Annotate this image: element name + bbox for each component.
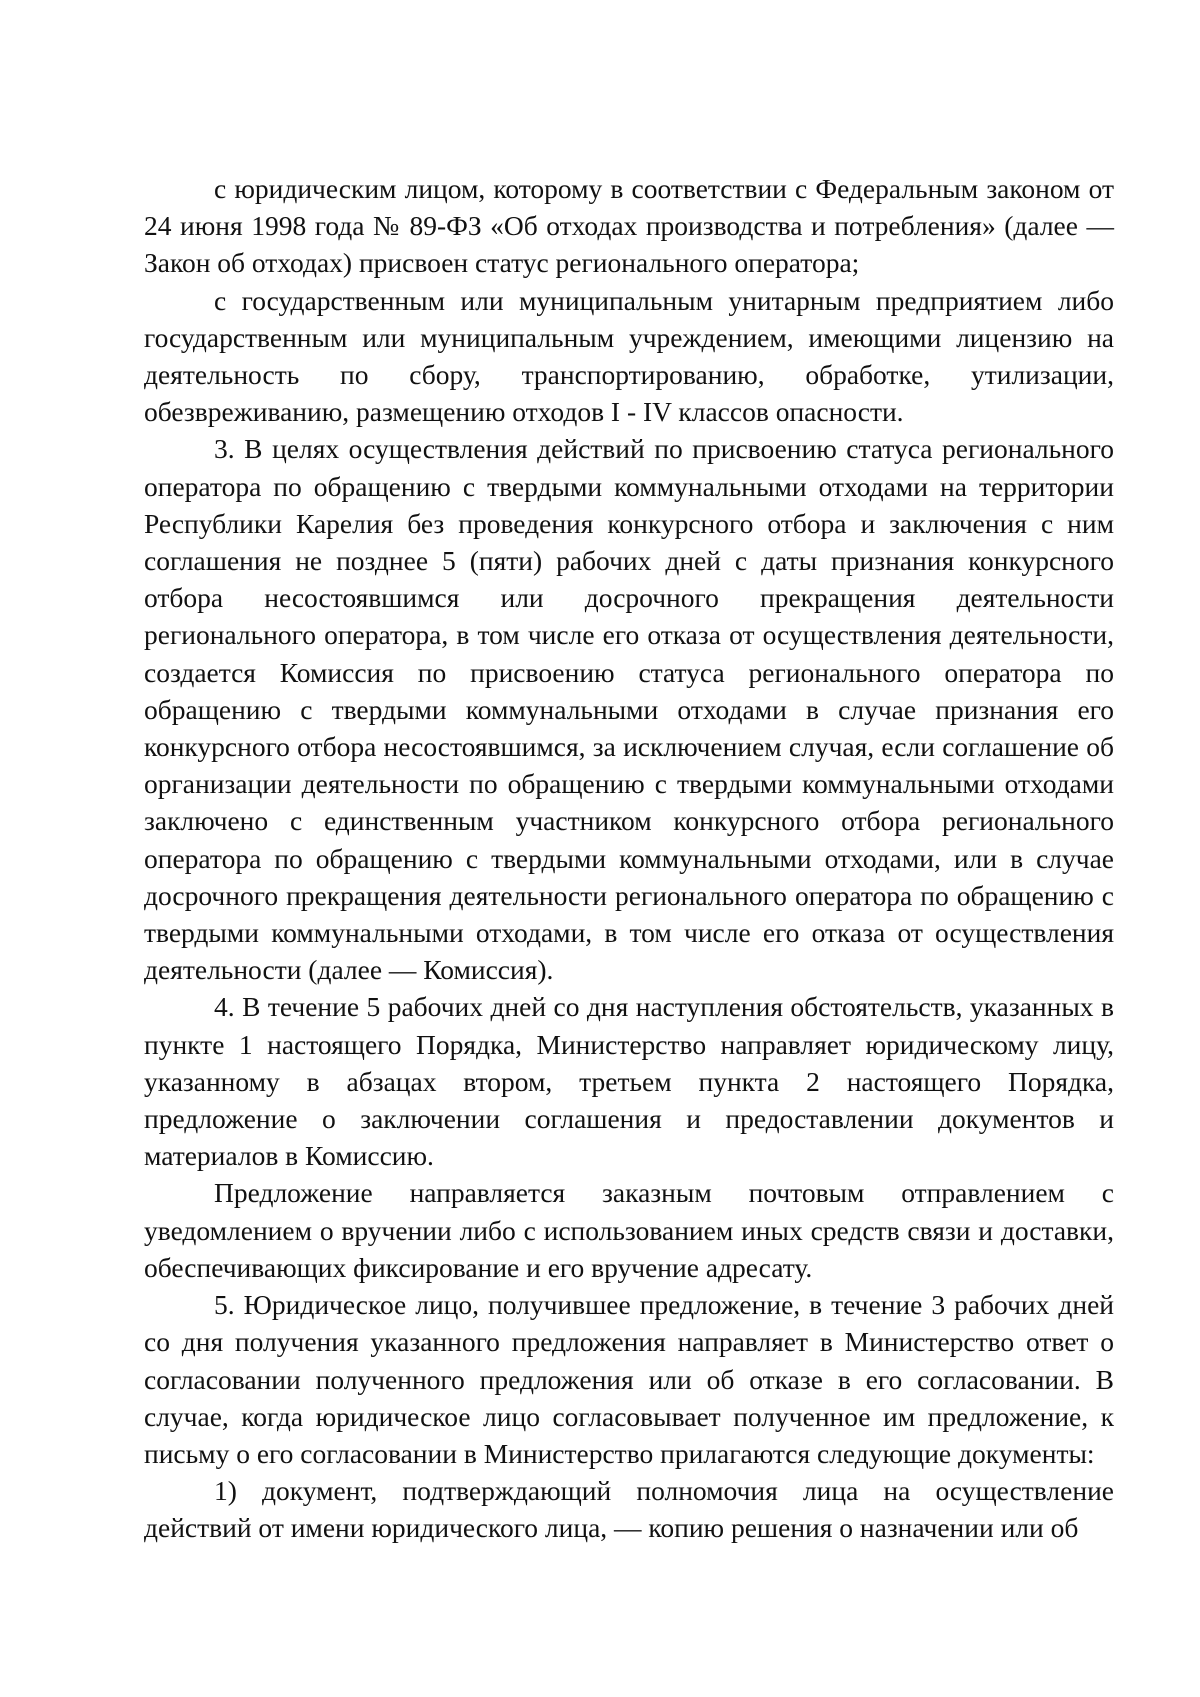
paragraph-item-4: 4. В течение 5 рабочих дней со дня наступления обстоятельств, указанных в пункте 1 настоящего Порядка, Министерство направляет юридическому лицу, указанному в абзацах втором, третьем пункта 2 настоящего Порядка, предложение о заключении соглашения и предоставлении документов и материалов в Комиссию. [144,991,1114,1172]
paragraph-unitary-enterprise: с государственным или муниципальным унитарным предприятием либо государственным или муниципальным учреждением, имеющими лицензию на деятельность по сбору, транспортированию, обработке, утилизации, обезвреживанию, размещению отходов I - IV классов опасности. [144,284,1114,428]
paragraph-subitem-1: 1) документ, подтверждающий полномочия лица на осуществление действий от имени юридического лица, — копию решения о назначении или об [144,1475,1114,1544]
paragraph-regional-operator: с юридическим лицом, которому в соответствии с Федеральным законом от 24 июня 1998 года № 89-ФЗ «Об отходах производства и потребления» (далее — Закон об отходах) присвоен статус регионального оператора; [144,173,1114,279]
document-body [144,170,1114,1547]
paragraph-proposal-delivery: Предложение направляется заказным почтовым отправлением с уведомлением о вручении либо с использованием иных средств связи и доставки, обеспечивающих фиксирование и его вручение адресату. [144,1177,1114,1283]
paragraph-item-3: 3. В целях осуществления действий по присвоению статуса регионального оператора по обращению с твердыми коммунальными отходами на территории Республики Карелия без проведения конкурсного отбора и заключения с ним соглашения не позднее 5 (пяти) рабочих дней с даты признания конкурсного отбора несостоявшимся или досрочного прекращения деятельности регионального оператора, в том числе его отказа от осуществления деятельности, создается Комиссия по присвоению статуса регионального оператора по обращению с твердыми коммунальными отходами в случае признания его конкурсного отбора несостоявшимся, за исключением случая, если соглашение об организации деятельности по обращению с твердыми коммунальными отходами заключено с единственным участником конкурсного отбора регионального оператора по обращению с твердыми коммунальными отходами, или в случае досрочного прекращения деятельности регионального оператора по обращению с твердыми коммунальными отходами, в том числе его отказа от осуществления деятельности (далее — Комиссия). [144,433,1114,986]
paragraph-item-5: 5. Юридическое лицо, получившее предложение, в течение 3 рабочих дней со дня получения указанного предложения направляет в Министерство ответ о согласовании полученного предложения или об отказе в его согласовании. В случае, когда юридическое лицо согласовывает полученное им предложение, к письму о его согласовании в Министерство прилагаются следующие документы: [144,1289,1114,1469]
